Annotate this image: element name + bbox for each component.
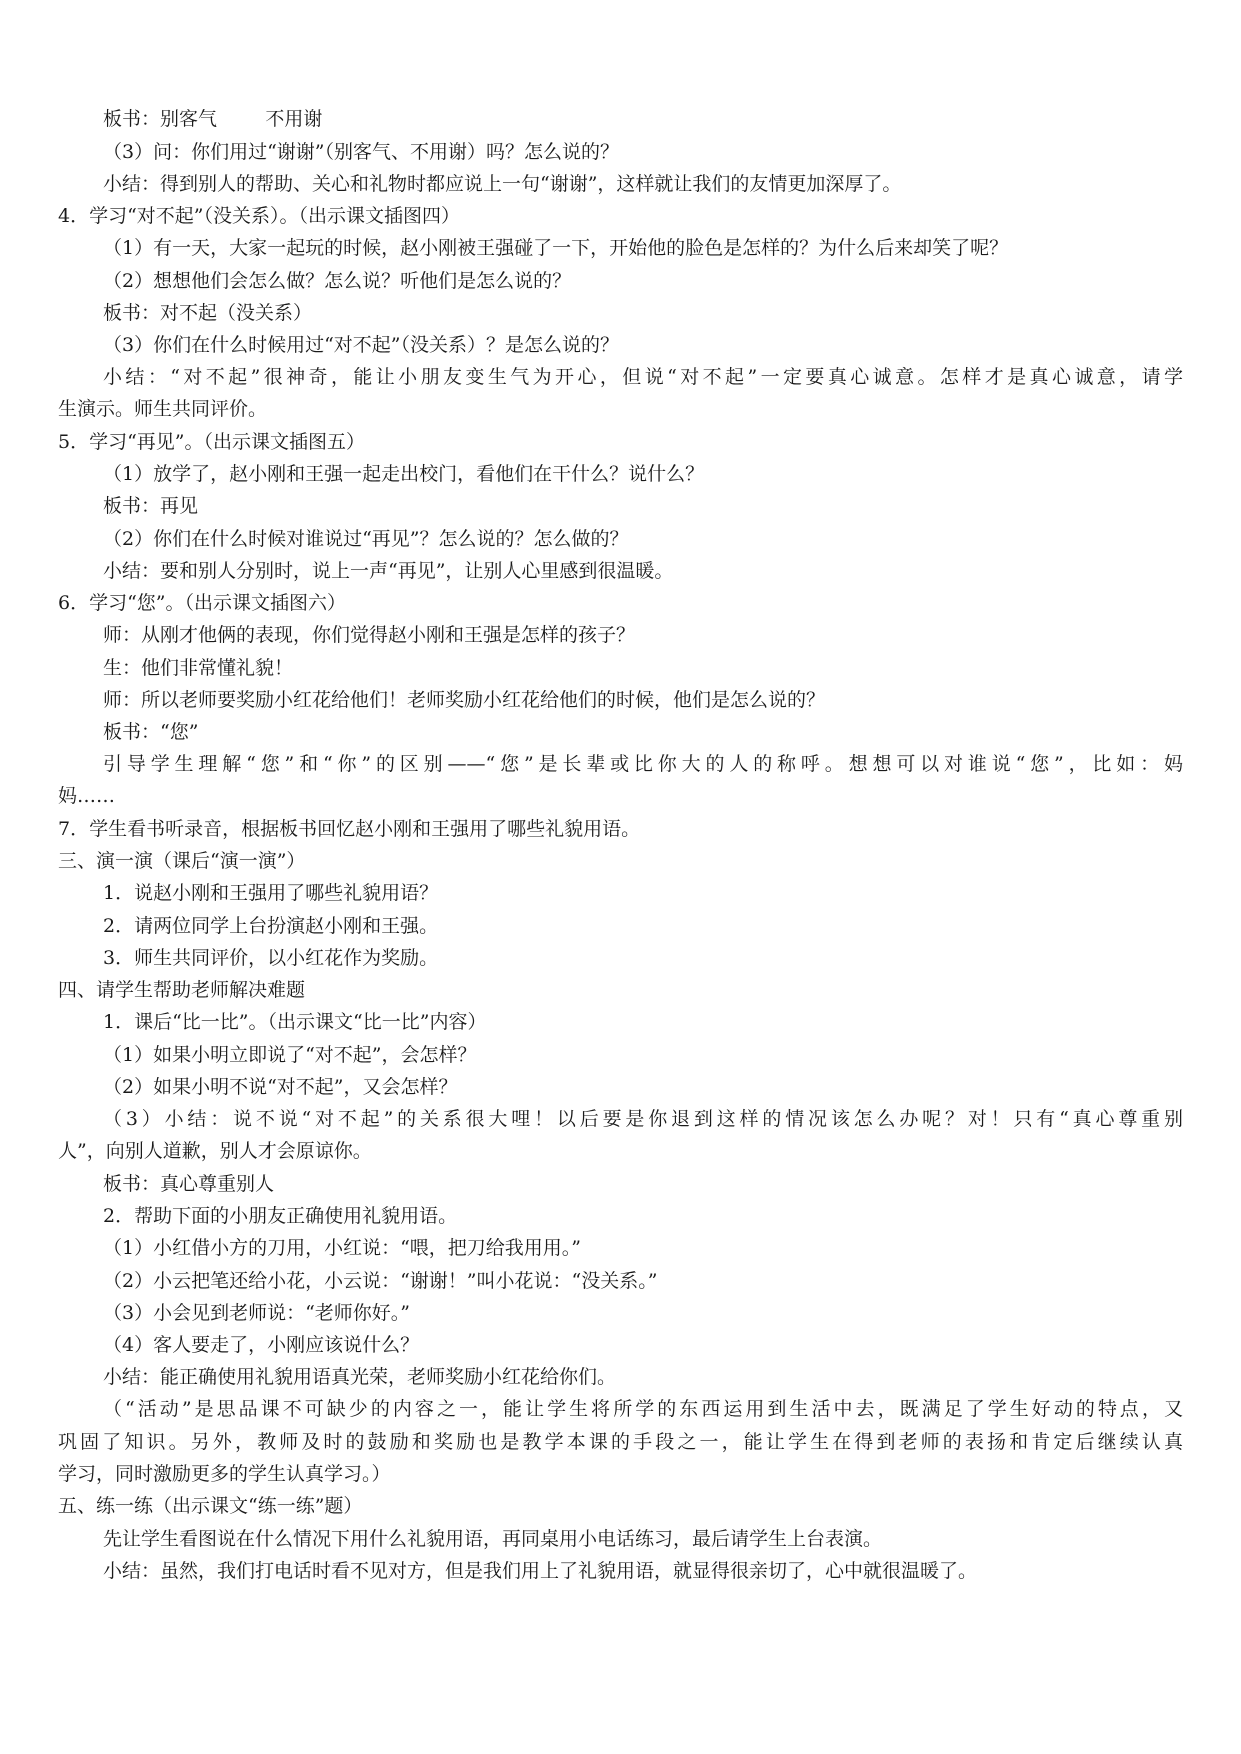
note-activity-line-1: （“活动”是思品课不可缺少的内容之一，能让学生将所学的东西运用到生活中去，既满足了学生好动的特点，又 (103, 1398, 1183, 1420)
summary-goodbye: 小结：要和别人分别时，说上一声“再见”，让别人心里感到很温暖。 (103, 560, 674, 582)
section-7-heading: 7．学生看书听录音，根据板书回忆赵小刚和王强用了哪些礼貌用语。 (58, 818, 641, 840)
board-note-goodbye: 板书：再见 (103, 495, 199, 517)
summary-sorry-line-1: 小结：“对不起”很神奇，能让小朋友变生气为开心，但说“对不起”一定要真心诚意。怎样才是真心诚意，请学 (103, 366, 1183, 388)
act-item-3: 3．师生共同评价，以小红花作为奖励。 (103, 947, 439, 969)
teacher-line-1: 师：从刚才他俩的表现，你们觉得赵小刚和王强是怎样的孩子？ (103, 624, 636, 646)
item-5-2: （2）你们在什么时候对谁说过“再见”？怎么说的？怎么做的？ (103, 528, 629, 550)
help-item-2: 2．帮助下面的小朋友正确使用礼貌用语。 (103, 1205, 458, 1227)
board-note-sorry: 板书：对不起（没关系） (103, 302, 313, 324)
part-4-heading: 四、请学生帮助老师解决难题 (58, 979, 306, 1001)
help-sub-2: （2）小云把笔还给小花，小云说：“谢谢！”叫小花说：“没关系。” (103, 1270, 658, 1292)
item-4-1: （1）有一天，大家一起玩的时候，赵小刚被王强碰了一下，开始他的脸色是怎样的？为什么后来却笑了呢？ (103, 237, 1009, 259)
board-note-respect: 板书：真心尊重别人 (103, 1173, 275, 1195)
note-activity-line-2: 巩固了知识。另外，教师及时的鼓励和奖励也是教学本课的手段之一，能让学生在得到老师的表扬和肯定后继续认真 (58, 1431, 1183, 1453)
section-4-heading: 4．学习“对不起”（没关系）。（出示课文插图四） (58, 205, 461, 227)
item-4-3: （3）你们在什么时候用过“对不起”（没关系）？是怎么说的？ (103, 334, 620, 356)
guide-nin-line-1: 引导学生理解“您”和“你”的区别——“您”是长辈或比你大的人的称呼。想想可以对谁说“您”，比如：妈 (103, 753, 1183, 775)
section-5-heading: 5．学习“再见”。（出示课文插图五） (58, 431, 366, 453)
section-6-heading: 6．学习“您”。（出示课文插图六） (58, 592, 347, 614)
summary-courtesy: 小结：能正确使用礼貌用语真光荣，老师奖励小红花给你们。 (103, 1366, 617, 1388)
question-used-thanks: （3）问：你们用过“谢谢”（别客气、不用谢）吗？怎么说的？ (103, 141, 620, 163)
teacher-line-2: 师：所以老师要奖励小红花给他们！老师奖励小红花给他们的时候，他们是怎么说的？ (103, 689, 826, 711)
note-activity-line-3: 学习，同时激励更多的学生认真学习。） (58, 1463, 391, 1485)
act-item-1: 1．说赵小刚和王强用了哪些礼貌用语？ (103, 882, 439, 904)
board-note-bie-keqi: 板书：别客气 不用谢 (103, 108, 323, 130)
compare-sub-3-line-2: 人”，向别人道歉，别人才会原谅你。 (58, 1140, 372, 1162)
guide-nin-line-2: 妈…… (58, 785, 116, 807)
practice-instruction: 先让学生看图说在什么情况下用什么礼貌用语，再同桌用小电话练习，最后请学生上台表演。 (103, 1528, 883, 1550)
help-sub-1: （1）小红借小方的刀用，小红说：“喂，把刀给我用用。” (103, 1237, 582, 1259)
student-line: 生：他们非常懂礼貌！ (103, 657, 294, 679)
compare-sub-2: （2）如果小明不说“对不起”，又会怎样？ (103, 1076, 458, 1098)
board-note-nin: 板书：“您” (103, 721, 199, 743)
part-3-heading: 三、演一演（课后“演一演”） (58, 850, 306, 872)
act-item-2: 2．请两位同学上台扮演赵小刚和王强。 (103, 915, 439, 937)
compare-item-1: 1．课后“比一比”。（出示课文“比一比”内容） (103, 1011, 487, 1033)
compare-sub-3-line-1: （3）小结：说不说“对不起”的关系很大哩！以后要是你退到这样的情况该怎么办呢？对！只有“真心尊重别 (103, 1108, 1183, 1130)
compare-sub-1: （1）如果小明立即说了“对不起”，会怎样？ (103, 1044, 477, 1066)
item-5-1: （1）放学了，赵小刚和王强一起走出校门，看他们在干什么？说什么？ (103, 463, 705, 485)
help-sub-3: （3）小会见到老师说：“老师你好。” (103, 1302, 411, 1324)
summary-thanks: 小结：得到别人的帮助、关心和礼物时都应说上一句“谢谢”，这样就让我们的友情更加深厚了。 (103, 173, 902, 195)
summary-sorry-line-2: 生演示。师生共同评价。 (58, 398, 268, 420)
help-sub-4: （4）客人要走了，小刚应该说什么？ (103, 1334, 420, 1356)
part-5-heading: 五、练一练（出示课文“练一练”题） (58, 1495, 363, 1517)
summary-phone: 小结：虽然，我们打电话时看不见对方，但是我们用上了礼貌用语，就显得很亲切了，心中就很温暖了。 (103, 1560, 978, 1582)
item-4-2: （2）想想他们会怎么做？怎么说？听他们是怎么说的？ (103, 270, 572, 292)
